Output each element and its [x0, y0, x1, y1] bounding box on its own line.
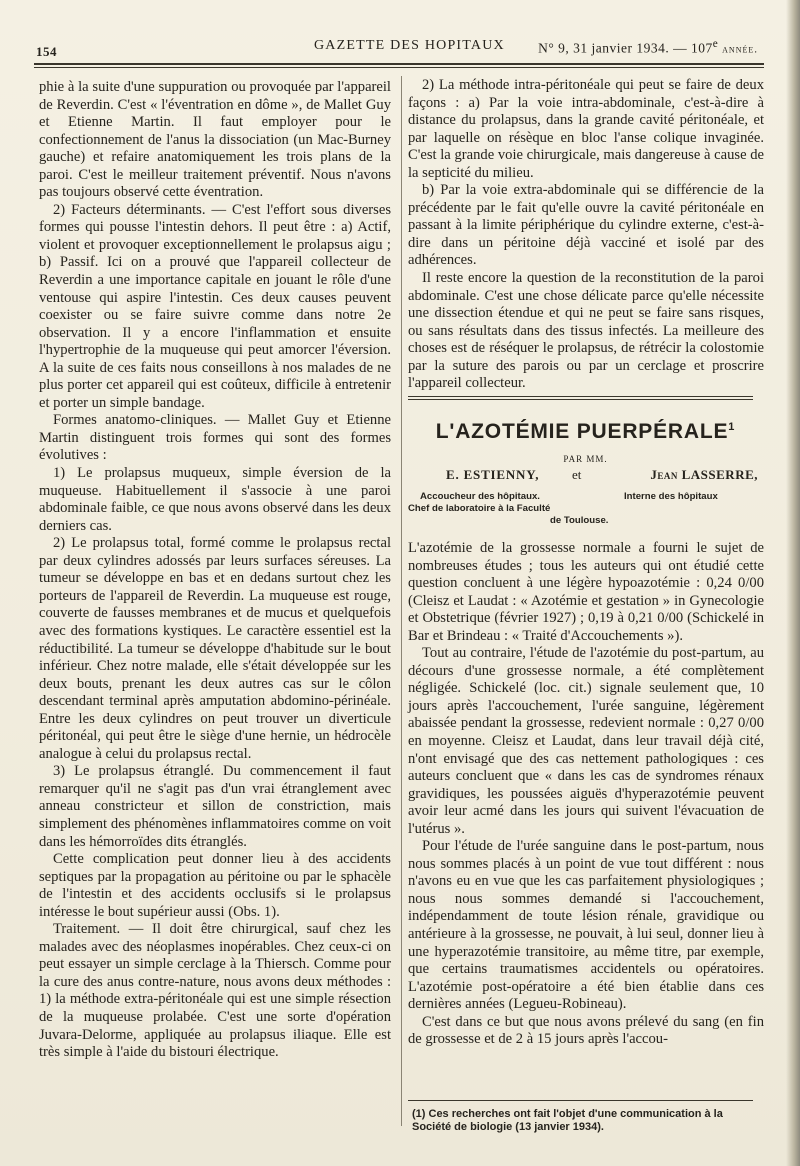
header-rule [34, 63, 764, 65]
affiliation-1: Accoucheur des hôpitaux. [420, 491, 540, 502]
article-separator [408, 394, 753, 400]
journal-title: GAZETTE DES HOPITAUX [314, 38, 505, 53]
column-divider [401, 76, 402, 1126]
affiliation-2: Chef de laboratoire à la Faculté [408, 503, 551, 514]
paragraph: Tout au contraire, l'étude de l'azotémie du post-partum, au décours d'une grossesse normale, a été complètement négligée. Schickelé (loc. cit.) signale seulement que, 10 jours après l'accouchement, l'urée sanguine, légèrement abaissée pendant la grossesse, redevient normale : 0,27 0/00 en moyenne. Cleisz et Laudat, dans leur travail déjà cité, n'ont envisagé que des cas nettement pathologiques : ces auteurs concluent que « dans les cas de syndromes rénaux gravidiques, les poussées aiguës d'hyperazotémie peuvent avoir leur acmé dans les jours qui suivent l'évacuation de l'utérus ». [408, 645, 764, 837]
paragraph: Il reste encore la question de la reconstitution de la paroi abdominale. C'est une chose délicate parce qu'elle nécessite une dissection étendue et qui ne peut se faire sans risques, ou sans résultats dans des tissus infectés. La meilleure des choses est de réséquer le prolapsus, de rétrécir la colostomie par la suture des parois ou par un cerclage et proscrire l'appareil collecteur. [408, 270, 764, 392]
paragraph: b) Par la voie extra-abdominale qui se différencie de la précédente par le fait qu'elle ouvre la cavité péritonéale en passant à la limite périphérique du cylindre externe, c'est-à-dire dans un péritoine déjà vacciné et isolé par des adhérences. [408, 182, 764, 269]
article-title [408, 420, 763, 444]
issue-year-word: année. [722, 43, 758, 56]
paragraph: 2) Le prolapsus total, formé comme le prolapsus rectal par deux cylindres adossés par leurs surfaces séreuses. La tumeur se développe en bas et en dedans surtout chez les porteurs de l'appareil de Reverdin. La muqueuse est rouge, couverte de fausses membranes et de mucus et quelquefois avec des formations kystiques. Le caractère essentiel est la réductibilité. La tumeur se développe d'habitude sur le bout inférieur. Chez notre malade, elle s'était développée sur les deux bouts, prenant les deux autres cas sur le côlon descendant terminal après amputation abdomino-périnéale. Entre les deux cylindres on peut trouver un diverticule péritonéal, qui peut être le siège d'une hernie, un hédrocèle analogue à celui du prolapsus rectal. [39, 535, 391, 762]
article-body [408, 540, 764, 1049]
paragraph: 2) La méthode intra-péritonéale qui peut se faire de deux façons : a) Par la voie intra-abdominale, c'est-à-dire à distance du prolapsus, dans la grande cavité péritonéale, et par laquelle on résèque en bloc l'anse colique invaginée. C'est la grande voie chirurgicale, mais dangereuse à cause de la septicité du milieu. [408, 77, 764, 181]
paragraph: Pour l'étude de l'urée sanguine dans le post-partum, nous nous sommes placés à un point de vue tout différent : nous n'avons eu en vue que les cas parfaitement physiologiques ; nous nous sommes demandé si l'accouchement, indépendamment de toute lésion rénale, gravidique ou antérieure à la grossesse, ne pouvait, à lui seul, donner lieu à une hyperazotémie transitoire, au même titre, par exemple, que certains traumatismes accidentels ou opératoires. L'azotémie post-opératoire a été bien établie dans ces dernières années (Legueu-Robineau). [408, 838, 764, 1013]
issue-date [538, 38, 758, 57]
page-edge-shadow [786, 0, 800, 1166]
affiliation-3: de Toulouse. [550, 515, 609, 526]
paragraph: phie à la suite d'une suppuration ou provoquée par l'appareil de Reverdin. C'est « l'éventration en dôme », de Mallet Guy et Etienne Martin. Il faut employer pour le confectionnement de l'anus la dissociation (un Mac-Burney gauche) et refaire anatomiquement les trois plans de la paroi. C'est le meilleur traitement préventif. Nous n'avons pas toujours observé cette éventration. [39, 79, 391, 201]
title-footnote-mark: 1 [728, 421, 736, 433]
page-header [36, 38, 766, 60]
paragraph: 2) Facteurs déterminants. — C'est l'effort sous diverses formes qui pousse l'intestin dehors. Il peut être : a) Actif, violent et provoquer exceptionnellement le prolapsus aigu ; b) Passif. Ici on a prouvé que l'appareil collecteur de Reverdin a une importance capitale en jouant le rôle d'une ventouse qui aspire l'intestin. Ces deux causes peuvent coexister ou se faire suivre comme dans notre 2e observation. Il y a encore l'inflammation et ensuite l'hypertrophie de la muqueuse qui peut amorcer l'éversion. A la suite de ces faits nous conseillons à nos malades de ne plus porter cet appareil qui est coûteux, difficile à entretenir et porter un simple bandage. [39, 201, 391, 411]
author-1: E. ESTIENNY, [446, 467, 540, 482]
article-title-text: L'AZOTÉMIE PUERPÉRALE [435, 420, 729, 443]
byline-par: PAR MM. [563, 454, 608, 464]
header-rule-thin [34, 67, 764, 68]
footnote: (1) Ces recherches ont fait l'objet d'une communication à la Société de biologie (13 janvier 1934). [412, 1108, 723, 1133]
author-conjunction: et [572, 467, 582, 482]
paragraph: 3) Le prolapsus étranglé. Du commencement il faut remarquer qu'il ne s'agit pas d'un vrai étranglement avec anneau constricteur et sillon de constriction, mais simplement des phénomènes inflammatoires comme on voit dans les hémorroïdes dits étranglés. [39, 763, 391, 850]
paragraph: Formes anatomo-cliniques. — Mallet Guy et Etienne Martin distinguent trois formes qui sont des formes évolutives : [39, 412, 391, 464]
right-column-top [408, 77, 764, 393]
page-number: 154 [36, 44, 57, 59]
paragraph: Traitement. — Il doit être chirurgical, sauf chez les malades avec des néoplasmes inopérables. Chez ceux-ci on peut essayer un simple cerclage à la Thiersch. Comme pour la cure des anus contre-nature, nous avons deux méthodes : 1) la méthode extra-péritonéale qui est une simple résection de la muqueuse prolabée. C'est une sorte d'opération Juvara-Delorme, appliquée au prolapsus iliaque. Elle est très simple à l'aide du bistouri électrique. [39, 921, 391, 1061]
paragraph: L'azotémie de la grossesse normale a fourni le sujet de nombreuses études ; tous les auteurs qui ont étudié cette question concluent à une légère hypoazotémie : 0,24 0/00 (Cleisz et Laudat : « Azotémie et gestation » in Gynecologie et Obstetrique (février 1927) ; 0,19 à 0,21 0/00 (Schickelé in Bar et Brindeau : « Traité d'Accouchements »). [408, 540, 764, 644]
paragraph: 1) Le prolapsus muqueux, simple éversion de la muqueuse. Habituellement il s'associe à une paroi abdominale faible, ce que nous avons observé dans les deux derniers cas. [39, 465, 391, 534]
issue-date-text: N° 9, 31 janvier 1934. — 107 [538, 40, 713, 56]
left-column [39, 79, 391, 1062]
affiliation-4: Interne des hôpitaux [624, 491, 718, 502]
issue-year-suffix: e [712, 38, 719, 50]
paragraph: Cette complication peut donner lieu à des accidents septiques par la propagation au péritoine ou par le sphacèle de l'intestin et des accidents occlusifs si le prolapsus intéresse le bout supérieur aussi (Obs. 1). [39, 851, 391, 920]
author-2: Jean LASSERRE, [650, 467, 758, 482]
paragraph: C'est dans ce but que nous avons prélevé du sang (en fin de grossesse et de 2 à 15 jours après l'accou- [408, 1013, 764, 1048]
footnote-rule [408, 1100, 753, 1101]
